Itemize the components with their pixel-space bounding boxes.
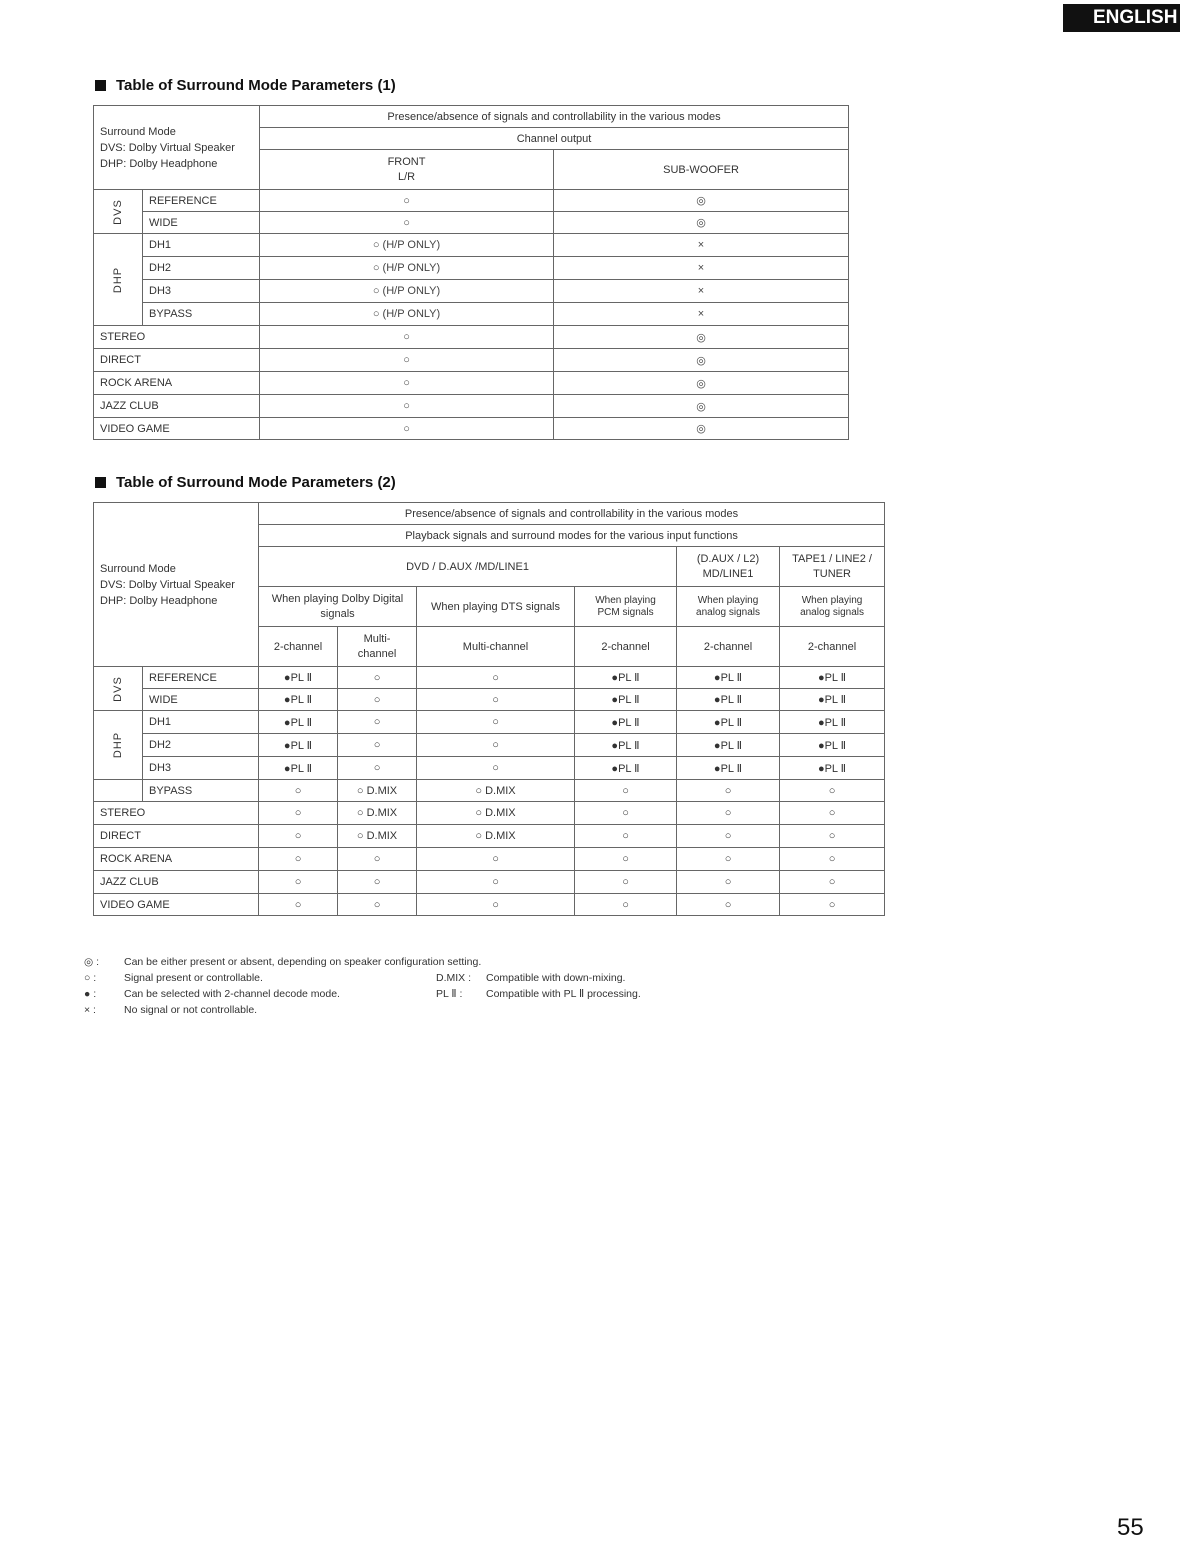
col-subwoofer-header: SUB-WOOFER — [554, 150, 849, 190]
sub-cell: ◎ — [554, 212, 849, 234]
col-front-header — [260, 150, 554, 190]
value-cell: ●PL Ⅱ — [259, 734, 338, 757]
sub-cell: × — [554, 303, 849, 326]
mode-header-line: Surround Mode — [100, 562, 176, 575]
table-row — [94, 212, 849, 234]
legend-text: Signal present or controllable. — [124, 972, 263, 984]
table-row — [94, 257, 849, 280]
ch-multi-header — [338, 627, 417, 667]
value-cell: ○ — [780, 894, 885, 916]
input-tape-line: TAPE1 / LINE2 / — [792, 552, 872, 565]
sig-dts-header: When playing DTS signals — [417, 587, 575, 627]
input-tape-line: TUNER — [813, 567, 851, 580]
value-cell: ○ D.MIX — [338, 802, 417, 825]
mode-header-line: DHP: Dolby Headphone — [100, 594, 218, 607]
value-cell: ○ — [417, 711, 575, 734]
value-cell: ○ — [417, 894, 575, 916]
value-cell: ○ — [780, 871, 885, 894]
front-cell: ○ (H/P ONLY) — [260, 280, 554, 303]
value-cell: ○ — [575, 780, 677, 802]
front-cell: ○ (H/P ONLY) — [260, 257, 554, 280]
group-dvs — [94, 667, 143, 711]
table-row — [94, 689, 885, 711]
value-cell: ○ — [575, 871, 677, 894]
legend-text: No signal or not controllable. — [124, 1004, 258, 1016]
group-dhp — [94, 234, 143, 326]
language-tab: ENGLISH — [1063, 4, 1180, 32]
table-row — [94, 303, 849, 326]
mode-cell: DH2 — [143, 734, 259, 757]
group-dhp — [94, 711, 143, 780]
table-row — [94, 326, 849, 349]
mode-header-line: DHP: Dolby Headphone — [100, 157, 218, 170]
legend-symbol: ○ : — [84, 972, 97, 984]
value-cell: ○ — [677, 825, 780, 848]
front-cell: ○ (H/P ONLY) — [260, 303, 554, 326]
table-row — [94, 395, 849, 418]
value-cell: ○ — [677, 802, 780, 825]
group-dvs-label: DVS — [112, 675, 124, 702]
table-row — [94, 667, 885, 689]
value-cell: ●PL Ⅱ — [780, 667, 885, 689]
value-cell: ●PL Ⅱ — [575, 667, 677, 689]
group-dvs-label: DVS — [112, 198, 124, 225]
sig-analog2-line: analog signals — [800, 606, 864, 618]
input-daux-header — [677, 547, 780, 587]
sub-cell: × — [554, 280, 849, 303]
value-cell: ●PL Ⅱ — [259, 667, 338, 689]
sub-cell: ◎ — [554, 349, 849, 372]
value-cell: ●PL Ⅱ — [259, 689, 338, 711]
value-cell: ○ — [338, 871, 417, 894]
bullet-square-icon — [95, 477, 106, 488]
value-cell: ○ — [417, 757, 575, 780]
table2-playback-header: Playback signals and surround modes for the various input functions — [259, 525, 885, 547]
mode-cell: DH3 — [143, 280, 260, 303]
table1-title-text: Table of Surround Mode Parameters (1) — [116, 77, 396, 94]
value-cell: ○ — [677, 780, 780, 802]
value-cell: ○ — [417, 848, 575, 871]
table-row — [94, 757, 885, 780]
value-cell: ○ — [575, 848, 677, 871]
table-row — [94, 848, 885, 871]
legend-symbol: PL Ⅱ : — [436, 988, 463, 1000]
value-cell: ○ — [338, 757, 417, 780]
mode-header-line: Surround Mode — [100, 125, 176, 138]
value-cell: ●PL Ⅱ — [677, 667, 780, 689]
value-cell: ●PL Ⅱ — [575, 711, 677, 734]
surround-table-1 — [93, 105, 849, 440]
mode-header-line: DVS: Dolby Virtual Speaker — [100, 578, 235, 591]
surround-table-2 — [93, 502, 885, 916]
value-cell: ●PL Ⅱ — [259, 711, 338, 734]
ch-2-header: 2-channel — [259, 627, 338, 667]
value-cell: ○ — [780, 825, 885, 848]
value-cell: ○ — [338, 667, 417, 689]
table-row — [94, 190, 849, 212]
group-spacer — [94, 780, 143, 802]
sub-cell: ◎ — [554, 190, 849, 212]
ch-2-a1-header: 2-channel — [677, 627, 780, 667]
input-daux-line: (D.AUX / L2) — [696, 552, 760, 565]
mode-cell: DIRECT — [94, 825, 259, 848]
legend-text: Can be selected with 2-channel decode mode. — [124, 988, 340, 1000]
value-cell: ○ D.MIX — [338, 825, 417, 848]
legend-symbol: ◎ : — [84, 956, 99, 968]
value-cell: ○ D.MIX — [417, 825, 575, 848]
value-cell: ●PL Ⅱ — [677, 689, 780, 711]
table2-title — [95, 474, 396, 491]
mode-cell: ROCK ARENA — [94, 848, 259, 871]
table-row — [94, 234, 849, 257]
table-row — [94, 780, 885, 802]
mode-header-line: DVS: Dolby Virtual Speaker — [100, 141, 235, 154]
value-cell: ○ — [338, 734, 417, 757]
sub-cell: ◎ — [554, 326, 849, 349]
table-row — [94, 871, 885, 894]
mode-cell: DIRECT — [94, 349, 260, 372]
value-cell: ○ — [259, 825, 338, 848]
sig-pcm-header — [575, 587, 677, 627]
mode-cell: DH3 — [143, 757, 259, 780]
value-cell: ○ D.MIX — [417, 802, 575, 825]
ch-multi-line: Multi- — [363, 632, 391, 645]
value-cell: ●PL Ⅱ — [575, 757, 677, 780]
page-number: 55 — [1117, 1514, 1144, 1541]
value-cell: ○ D.MIX — [417, 780, 575, 802]
sig-analog1-line: When playing — [697, 594, 759, 606]
front-cell: ○ — [260, 190, 554, 212]
value-cell: ●PL Ⅱ — [780, 689, 885, 711]
mode-cell: JAZZ CLUB — [94, 395, 260, 418]
front-cell: ○ (H/P ONLY) — [260, 234, 554, 257]
value-cell: ○ — [338, 848, 417, 871]
mode-cell: STEREO — [94, 326, 260, 349]
legend-symbol: × : — [84, 1004, 96, 1016]
value-cell: ●PL Ⅱ — [780, 711, 885, 734]
sub-cell: × — [554, 234, 849, 257]
table1-mode-header — [94, 106, 260, 190]
sig-analog1-line: analog signals — [696, 606, 760, 618]
front-cell: ○ — [260, 326, 554, 349]
group-dhp-label: DHP — [111, 731, 124, 759]
mode-cell: BYPASS — [143, 780, 259, 802]
mode-cell: REFERENCE — [143, 667, 259, 689]
value-cell: ○ — [338, 711, 417, 734]
mode-cell: DH1 — [143, 711, 259, 734]
sig-pcm-line: PCM signals — [597, 606, 654, 618]
col-front-line: FRONT — [387, 155, 426, 168]
mode-cell: BYPASS — [143, 303, 260, 326]
table-row — [94, 418, 849, 440]
value-cell: ●PL Ⅱ — [780, 734, 885, 757]
value-cell: ○ — [417, 689, 575, 711]
mode-cell: DH1 — [143, 234, 260, 257]
value-cell: ○ — [780, 848, 885, 871]
value-cell: ○ D.MIX — [338, 780, 417, 802]
mode-cell: DH2 — [143, 257, 260, 280]
mode-cell: JAZZ CLUB — [94, 871, 259, 894]
input-daux-line: MD/LINE1 — [702, 567, 754, 580]
sig-dolby-header: When playing Dolby Digital signals — [259, 587, 417, 627]
front-cell: ○ — [260, 212, 554, 234]
value-cell: ○ — [677, 871, 780, 894]
sub-cell: × — [554, 257, 849, 280]
table-row — [94, 372, 849, 395]
table-row — [94, 349, 849, 372]
input-dvd-header: DVD / D.AUX /MD/LINE1 — [259, 547, 677, 587]
value-cell: ○ — [259, 780, 338, 802]
ch-2-a2-header: 2-channel — [780, 627, 885, 667]
ch-multi-dts-header: Multi-channel — [417, 627, 575, 667]
table1-presence-header: Presence/absence of signals and controllability in the various modes — [260, 106, 849, 128]
table-row — [94, 711, 885, 734]
legend-text: Compatible with PL Ⅱ processing. — [486, 988, 641, 1000]
sig-analog2-line: When playing — [801, 594, 863, 606]
value-cell: ●PL Ⅱ — [677, 757, 780, 780]
value-cell: ○ — [417, 667, 575, 689]
legend-symbol: ● : — [84, 988, 97, 1000]
value-cell: ○ — [259, 894, 338, 916]
col-front-line: L/R — [397, 170, 416, 183]
front-cell: ○ — [260, 372, 554, 395]
sig-pcm-line: When playing — [595, 594, 656, 606]
input-tape-header — [780, 547, 885, 587]
front-cell: ○ — [260, 395, 554, 418]
value-cell: ○ — [259, 848, 338, 871]
ch-multi-line: channel — [357, 647, 397, 660]
table2-presence-header: Presence/absence of signals and controllability in the various modes — [259, 503, 885, 525]
value-cell: ○ — [780, 780, 885, 802]
value-cell: ●PL Ⅱ — [677, 711, 780, 734]
table1-channel-output-header: Channel output — [260, 128, 849, 150]
value-cell: ●PL Ⅱ — [677, 734, 780, 757]
value-cell: ●PL Ⅱ — [259, 757, 338, 780]
mode-cell: ROCK ARENA — [94, 372, 260, 395]
mode-cell: WIDE — [143, 212, 260, 234]
sub-cell: ◎ — [554, 395, 849, 418]
sig-analog2-header — [780, 587, 885, 627]
value-cell: ○ — [575, 802, 677, 825]
front-cell: ○ — [260, 349, 554, 372]
front-cell: ○ — [260, 418, 554, 440]
value-cell: ○ — [780, 802, 885, 825]
value-cell: ●PL Ⅱ — [575, 689, 677, 711]
value-cell: ○ — [338, 689, 417, 711]
table2-mode-header — [94, 503, 259, 667]
mode-cell: REFERENCE — [143, 190, 260, 212]
legend-text: Compatible with down-mixing. — [486, 972, 626, 984]
value-cell: ○ — [575, 894, 677, 916]
table-row — [94, 280, 849, 303]
value-cell: ○ — [677, 848, 780, 871]
legend-text: Can be either present or absent, depending on speaker configuration setting. — [124, 956, 482, 968]
value-cell: ●PL Ⅱ — [780, 757, 885, 780]
table-row — [94, 825, 885, 848]
bullet-square-icon — [95, 80, 106, 91]
value-cell: ○ — [259, 802, 338, 825]
value-cell: ○ — [417, 734, 575, 757]
mode-cell: WIDE — [143, 689, 259, 711]
value-cell: ○ — [677, 894, 780, 916]
group-dhp-label: DHP — [111, 266, 124, 293]
sig-analog1-header — [677, 587, 780, 627]
sub-cell: ◎ — [554, 418, 849, 440]
mode-cell: STEREO — [94, 802, 259, 825]
table2-title-text: Table of Surround Mode Parameters (2) — [116, 474, 396, 491]
table-row — [94, 734, 885, 757]
value-cell: ○ — [417, 871, 575, 894]
table1-title — [95, 77, 396, 94]
table-row — [94, 894, 885, 916]
value-cell: ○ — [338, 894, 417, 916]
group-dvs — [94, 190, 143, 234]
value-cell: ○ — [575, 825, 677, 848]
ch-2-pcm-header: 2-channel — [575, 627, 677, 667]
mode-cell: VIDEO GAME — [94, 418, 260, 440]
value-cell: ○ — [259, 871, 338, 894]
legend-symbol: D.MIX : — [436, 972, 472, 984]
table-row — [94, 802, 885, 825]
mode-cell: VIDEO GAME — [94, 894, 259, 916]
value-cell: ●PL Ⅱ — [575, 734, 677, 757]
sub-cell: ◎ — [554, 372, 849, 395]
